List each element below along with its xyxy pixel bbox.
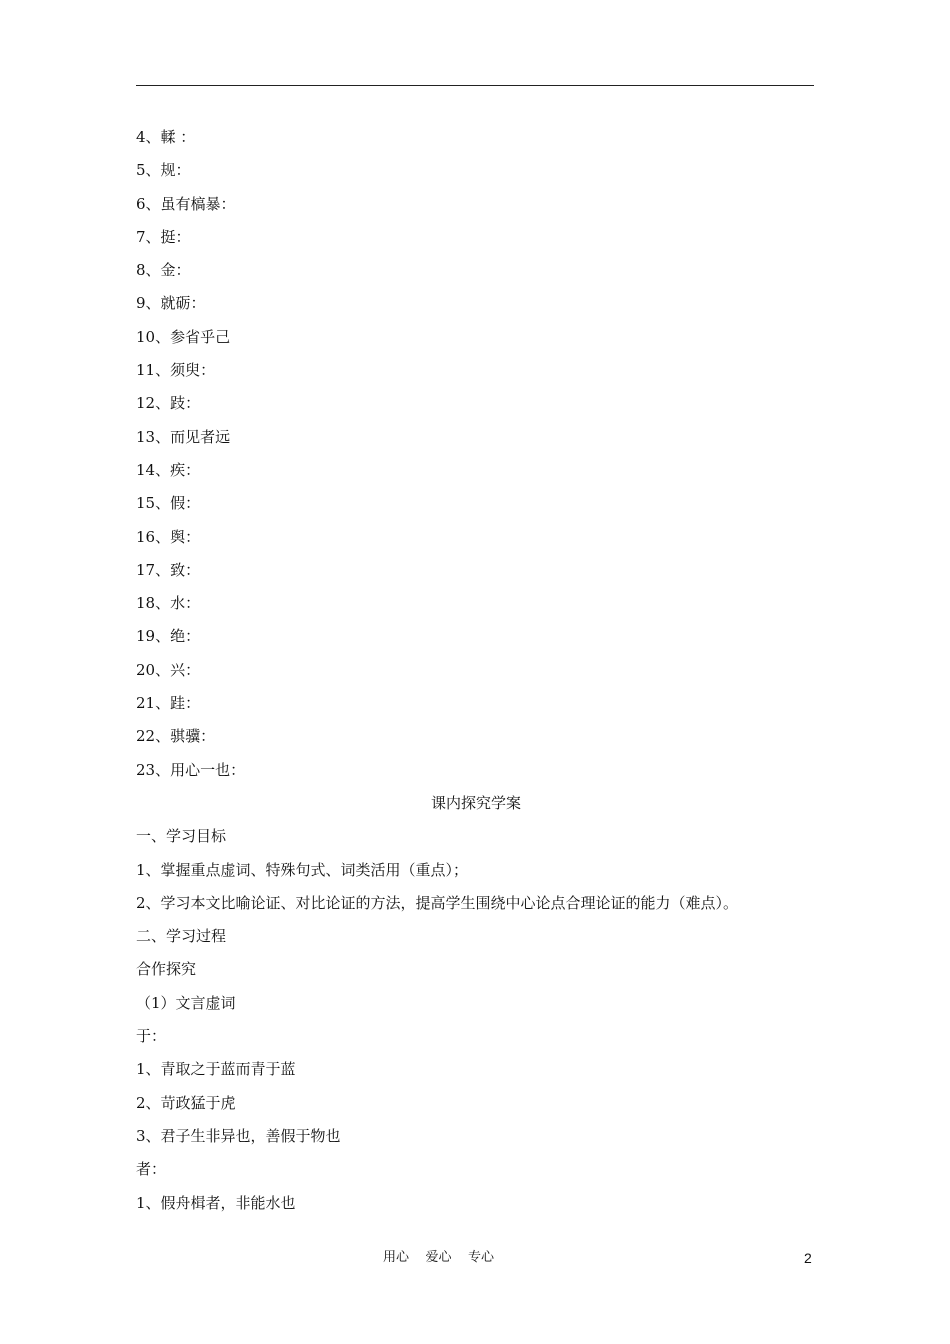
vocab-item-17: 17、致： <box>136 560 201 579</box>
page-number: 2 <box>804 1250 812 1266</box>
vocab-item-4: 4、輮 ： <box>136 128 196 146</box>
vocab-item-9: 9、就砺： <box>136 294 206 313</box>
vocab-item-11: 11、须臾： <box>136 361 216 380</box>
example-yu-1: 1、青取之于蓝而青于蓝 <box>136 1060 296 1079</box>
heading-learning-goals: 一、学习目标 <box>136 827 227 846</box>
subheading-function-words: （1）文言虚词 <box>136 993 236 1012</box>
document-body <box>136 125 816 1224</box>
header-rule <box>136 85 814 86</box>
heading-learning-process: 二、学习过程 <box>136 927 227 946</box>
example-yu-2: 2、苛政猛于虎 <box>136 1093 236 1112</box>
word-label-zhe: 者： <box>136 1160 167 1179</box>
goal-item-1: 1、掌握重点虚词、特殊句式、词类活用（重点）； <box>136 860 469 879</box>
page-footer <box>0 1248 950 1268</box>
vocab-item-15: 15、假： <box>136 494 201 513</box>
vocab-item-6: 6、虽有槁暴： <box>136 194 236 213</box>
vocab-item-5: 5、规： <box>136 161 191 180</box>
vocab-item-12: 12、跂： <box>136 394 201 413</box>
vocab-item-21: 21、跬： <box>136 694 201 713</box>
section-title: 课内探究学案 <box>430 793 521 812</box>
vocab-item-13: 13、而见者远 <box>136 427 231 446</box>
word-label-yu: 于： <box>136 1027 167 1046</box>
vocab-item-10: 10、参省乎己 <box>136 327 231 346</box>
vocab-item-8: 8、金： <box>136 261 191 280</box>
vocab-item-16: 16、舆： <box>136 527 201 546</box>
vocab-item-7: 7、挺： <box>136 227 191 246</box>
goal-item-2: 2、学习本文比喻论证、对比论证的方法，提高学生围绕中心论点合理论证的能力（难点）。 <box>136 893 739 912</box>
footer-motto: 用心 爱心 专心 <box>383 1250 495 1265</box>
vocab-item-20: 20、兴： <box>136 660 201 679</box>
vocab-item-18: 18、水： <box>136 594 201 613</box>
vocab-item-23: 23、用心一也： <box>136 760 246 779</box>
vocab-item-14: 14、疾： <box>136 460 201 479</box>
vocab-item-19: 19、绝： <box>136 627 201 646</box>
example-yu-3: 3、君子生非异也，善假于物也 <box>136 1126 341 1145</box>
vocab-item-22: 22、骐骥： <box>136 727 216 746</box>
subheading-cooperative-inquiry: 合作探究 <box>136 960 197 979</box>
example-zhe-1: 1、假舟楫者，非能水也 <box>136 1193 296 1212</box>
